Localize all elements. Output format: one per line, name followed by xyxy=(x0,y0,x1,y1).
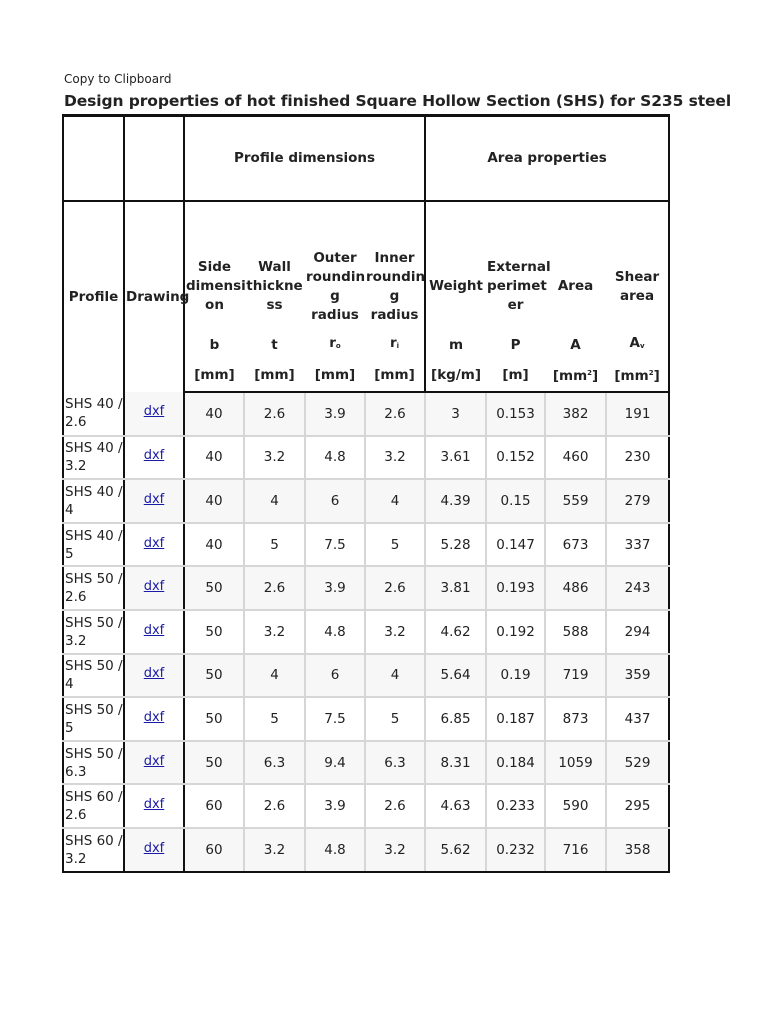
value-wall-thickness: 4 xyxy=(244,479,305,523)
value-shear-area: 230 xyxy=(606,436,669,480)
value-wall-thickness: 3.2 xyxy=(244,610,305,654)
profile-cell: SHS 40 / 2.6 xyxy=(63,392,124,436)
unit-area: $[mm^2]$ xyxy=(545,359,606,392)
value-wall-thickness: 5 xyxy=(244,523,305,567)
header-inner-rounding-radius: Inner roundin g radius xyxy=(365,201,425,331)
value-external-perimeter: 0.193 xyxy=(486,566,545,610)
value-area: 588 xyxy=(545,610,606,654)
value-outer-rounding-radius: 4.8 xyxy=(305,436,365,480)
value-inner-rounding-radius: 5 xyxy=(365,697,425,741)
dxf-download-link[interactable]: dxf xyxy=(143,753,165,769)
value-side-dimension: 40 xyxy=(184,523,244,567)
profile-cell: SHS 40 / 5 xyxy=(63,523,124,567)
profile-cell: SHS 40 / 4 xyxy=(63,479,124,523)
header-side-dimension: Side dimensi on xyxy=(184,201,244,331)
profile-cell: SHS 50 / 5 xyxy=(63,697,124,741)
header-empty-profile xyxy=(63,116,124,202)
table-body xyxy=(63,392,669,872)
value-shear-area: 243 xyxy=(606,566,669,610)
value-outer-rounding-radius: 3.9 xyxy=(305,392,365,436)
dxf-download-link[interactable]: dxf xyxy=(143,840,165,856)
table-row xyxy=(63,828,669,872)
value-inner-rounding-radius: 4 xyxy=(365,654,425,698)
value-external-perimeter: 0.233 xyxy=(486,784,545,828)
table-row xyxy=(63,566,669,610)
value-outer-rounding-radius: 4.8 xyxy=(305,610,365,654)
value-weight: 4.63 xyxy=(425,784,486,828)
profile-cell: SHS 50 / 3.2 xyxy=(63,610,124,654)
value-wall-thickness: 2.6 xyxy=(244,784,305,828)
value-wall-thickness: 4 xyxy=(244,654,305,698)
value-weight: 3 xyxy=(425,392,486,436)
value-side-dimension: 50 xyxy=(184,654,244,698)
header-profile-dimensions: Profile dimensions xyxy=(184,116,425,202)
value-side-dimension: 60 xyxy=(184,828,244,872)
value-inner-rounding-radius: 4 xyxy=(365,479,425,523)
dxf-download-link[interactable]: dxf xyxy=(143,797,165,813)
value-inner-rounding-radius: 5 xyxy=(365,523,425,567)
value-external-perimeter: 0.19 xyxy=(486,654,545,698)
drawing-cell xyxy=(124,654,184,698)
header-area: Area xyxy=(557,278,594,294)
value-area: 590 xyxy=(545,784,606,828)
drawing-cell xyxy=(124,523,184,567)
drawing-cell xyxy=(124,828,184,872)
drawing-cell xyxy=(124,436,184,480)
unit-external-perimeter: [m] xyxy=(486,359,545,392)
dxf-download-link[interactable]: dxf xyxy=(143,579,165,595)
drawing-cell xyxy=(124,741,184,785)
value-inner-rounding-radius: 2.6 xyxy=(365,784,425,828)
value-weight: 5.62 xyxy=(425,828,486,872)
value-weight: 8.31 xyxy=(425,741,486,785)
value-weight: 3.61 xyxy=(425,436,486,480)
value-external-perimeter: 0.192 xyxy=(486,610,545,654)
symbol-area: A xyxy=(570,336,581,353)
table-row xyxy=(63,479,669,523)
symbol-shear-area: Av xyxy=(606,331,669,359)
profile-cell: SHS 60 / 2.6 xyxy=(63,784,124,828)
value-outer-rounding-radius: 6 xyxy=(305,479,365,523)
copy-to-clipboard-link[interactable]: Copy to Clipboard xyxy=(64,72,172,86)
table-header xyxy=(63,116,669,393)
value-outer-rounding-radius: 4.8 xyxy=(305,828,365,872)
value-shear-area: 295 xyxy=(606,784,669,828)
value-area: 559 xyxy=(545,479,606,523)
value-shear-area: 529 xyxy=(606,741,669,785)
value-outer-rounding-radius: 7.5 xyxy=(305,697,365,741)
symbol-weight: m xyxy=(425,331,486,359)
header-external-perimeter: External perimet er xyxy=(487,259,551,313)
value-area: 382 xyxy=(545,392,606,436)
value-side-dimension: 50 xyxy=(184,610,244,654)
unit-inner-rounding-radius: [mm] xyxy=(365,359,425,392)
unit-weight: [kg/m] xyxy=(425,359,486,392)
value-wall-thickness: 5 xyxy=(244,697,305,741)
value-wall-thickness: 2.6 xyxy=(244,392,305,436)
drawing-cell xyxy=(124,479,184,523)
value-outer-rounding-radius: 3.9 xyxy=(305,784,365,828)
shs-properties-table xyxy=(62,114,670,873)
value-shear-area: 279 xyxy=(606,479,669,523)
value-outer-rounding-radius: 3.9 xyxy=(305,566,365,610)
unit-wall-thickness: [mm] xyxy=(244,359,305,392)
value-side-dimension: 50 xyxy=(184,566,244,610)
symbol-outer-rounding-radius: ro xyxy=(329,335,341,351)
table-row xyxy=(63,784,669,828)
value-side-dimension: 40 xyxy=(184,436,244,480)
value-weight: 4.62 xyxy=(425,610,486,654)
value-weight: 5.28 xyxy=(425,523,486,567)
drawing-cell xyxy=(124,610,184,654)
value-external-perimeter: 0.187 xyxy=(486,697,545,741)
profile-cell: SHS 50 / 6.3 xyxy=(63,741,124,785)
value-outer-rounding-radius: 9.4 xyxy=(305,741,365,785)
header-outer-rounding-radius: Outer roundin g radius xyxy=(306,249,366,323)
value-external-perimeter: 0.184 xyxy=(486,741,545,785)
value-shear-area: 437 xyxy=(606,697,669,741)
drawing-cell xyxy=(124,697,184,741)
header-drawing: Drawing xyxy=(124,201,184,392)
table-row xyxy=(63,697,669,741)
value-area: 873 xyxy=(545,697,606,741)
table-row xyxy=(63,741,669,785)
value-external-perimeter: 0.153 xyxy=(486,392,545,436)
table-row xyxy=(63,523,669,567)
symbol-inner-rounding-radius: ri xyxy=(365,331,425,359)
drawing-cell xyxy=(124,566,184,610)
value-wall-thickness: 6.3 xyxy=(244,741,305,785)
table-caption: Design properties of hot finished Square Hollow Section (SHS) for S235 steel xyxy=(64,92,732,110)
value-shear-area: 358 xyxy=(606,828,669,872)
dxf-download-link[interactable]: dxf xyxy=(143,491,165,507)
unit-outer-rounding-radius: [mm] xyxy=(305,359,365,392)
table-row xyxy=(63,610,669,654)
value-area: 673 xyxy=(545,523,606,567)
profile-cell: SHS 40 / 3.2 xyxy=(63,436,124,480)
value-side-dimension: 50 xyxy=(184,697,244,741)
table-row xyxy=(63,392,669,436)
value-inner-rounding-radius: 2.6 xyxy=(365,566,425,610)
value-wall-thickness: 3.2 xyxy=(244,828,305,872)
profile-cell: SHS 60 / 3.2 xyxy=(63,828,124,872)
value-external-perimeter: 0.232 xyxy=(486,828,545,872)
value-inner-rounding-radius: 3.2 xyxy=(365,828,425,872)
value-inner-rounding-radius: 3.2 xyxy=(365,610,425,654)
table-row xyxy=(63,436,669,480)
value-wall-thickness: 3.2 xyxy=(244,436,305,480)
dxf-download-link[interactable]: dxf xyxy=(143,709,165,725)
header-name-row xyxy=(63,201,669,331)
value-inner-rounding-radius: 6.3 xyxy=(365,741,425,785)
header-area-properties: Area properties xyxy=(425,116,669,202)
header-shear-area: Shear area xyxy=(606,201,669,331)
profile-cell: SHS 50 / 2.6 xyxy=(63,566,124,610)
dxf-download-link[interactable]: dxf xyxy=(143,448,165,464)
dxf-download-link[interactable]: dxf xyxy=(143,535,165,551)
value-weight: 5.64 xyxy=(425,654,486,698)
value-shear-area: 359 xyxy=(606,654,669,698)
value-weight: 3.81 xyxy=(425,566,486,610)
value-inner-rounding-radius: 2.6 xyxy=(365,392,425,436)
header-wall-thickness: Wall thickne ss xyxy=(246,259,303,313)
value-side-dimension: 40 xyxy=(184,479,244,523)
symbol-side-dimension: b xyxy=(184,331,244,359)
value-outer-rounding-radius: 6 xyxy=(305,654,365,698)
value-external-perimeter: 0.152 xyxy=(486,436,545,480)
value-side-dimension: 50 xyxy=(184,741,244,785)
value-side-dimension: 60 xyxy=(184,784,244,828)
header-profile: Profile xyxy=(63,201,124,392)
value-shear-area: 294 xyxy=(606,610,669,654)
value-shear-area: 337 xyxy=(606,523,669,567)
dxf-download-link[interactable]: dxf xyxy=(143,404,165,420)
value-inner-rounding-radius: 3.2 xyxy=(365,436,425,480)
value-external-perimeter: 0.147 xyxy=(486,523,545,567)
value-outer-rounding-radius: 7.5 xyxy=(305,523,365,567)
value-area: 1059 xyxy=(545,741,606,785)
symbol-wall-thickness: t xyxy=(271,336,278,353)
drawing-cell xyxy=(124,392,184,436)
value-area: 460 xyxy=(545,436,606,480)
value-area: 719 xyxy=(545,654,606,698)
unit-shear-area: $[mm^2]$ xyxy=(606,359,669,392)
value-weight: 6.85 xyxy=(425,697,486,741)
drawing-cell xyxy=(124,784,184,828)
value-area: 716 xyxy=(545,828,606,872)
header-empty-drawing xyxy=(124,116,184,202)
table-row xyxy=(63,654,669,698)
value-wall-thickness: 2.6 xyxy=(244,566,305,610)
unit-side-dimension: [mm] xyxy=(184,359,244,392)
header-weight: Weight xyxy=(425,201,486,331)
dxf-download-link[interactable]: dxf xyxy=(143,666,165,682)
symbol-external-perimeter: P xyxy=(510,336,521,353)
value-side-dimension: 40 xyxy=(184,392,244,436)
dxf-download-link[interactable]: dxf xyxy=(143,622,165,638)
value-area: 486 xyxy=(545,566,606,610)
header-group-row xyxy=(63,116,669,202)
profile-cell: SHS 50 / 4 xyxy=(63,654,124,698)
value-shear-area: 191 xyxy=(606,392,669,436)
value-external-perimeter: 0.15 xyxy=(486,479,545,523)
value-weight: 4.39 xyxy=(425,479,486,523)
